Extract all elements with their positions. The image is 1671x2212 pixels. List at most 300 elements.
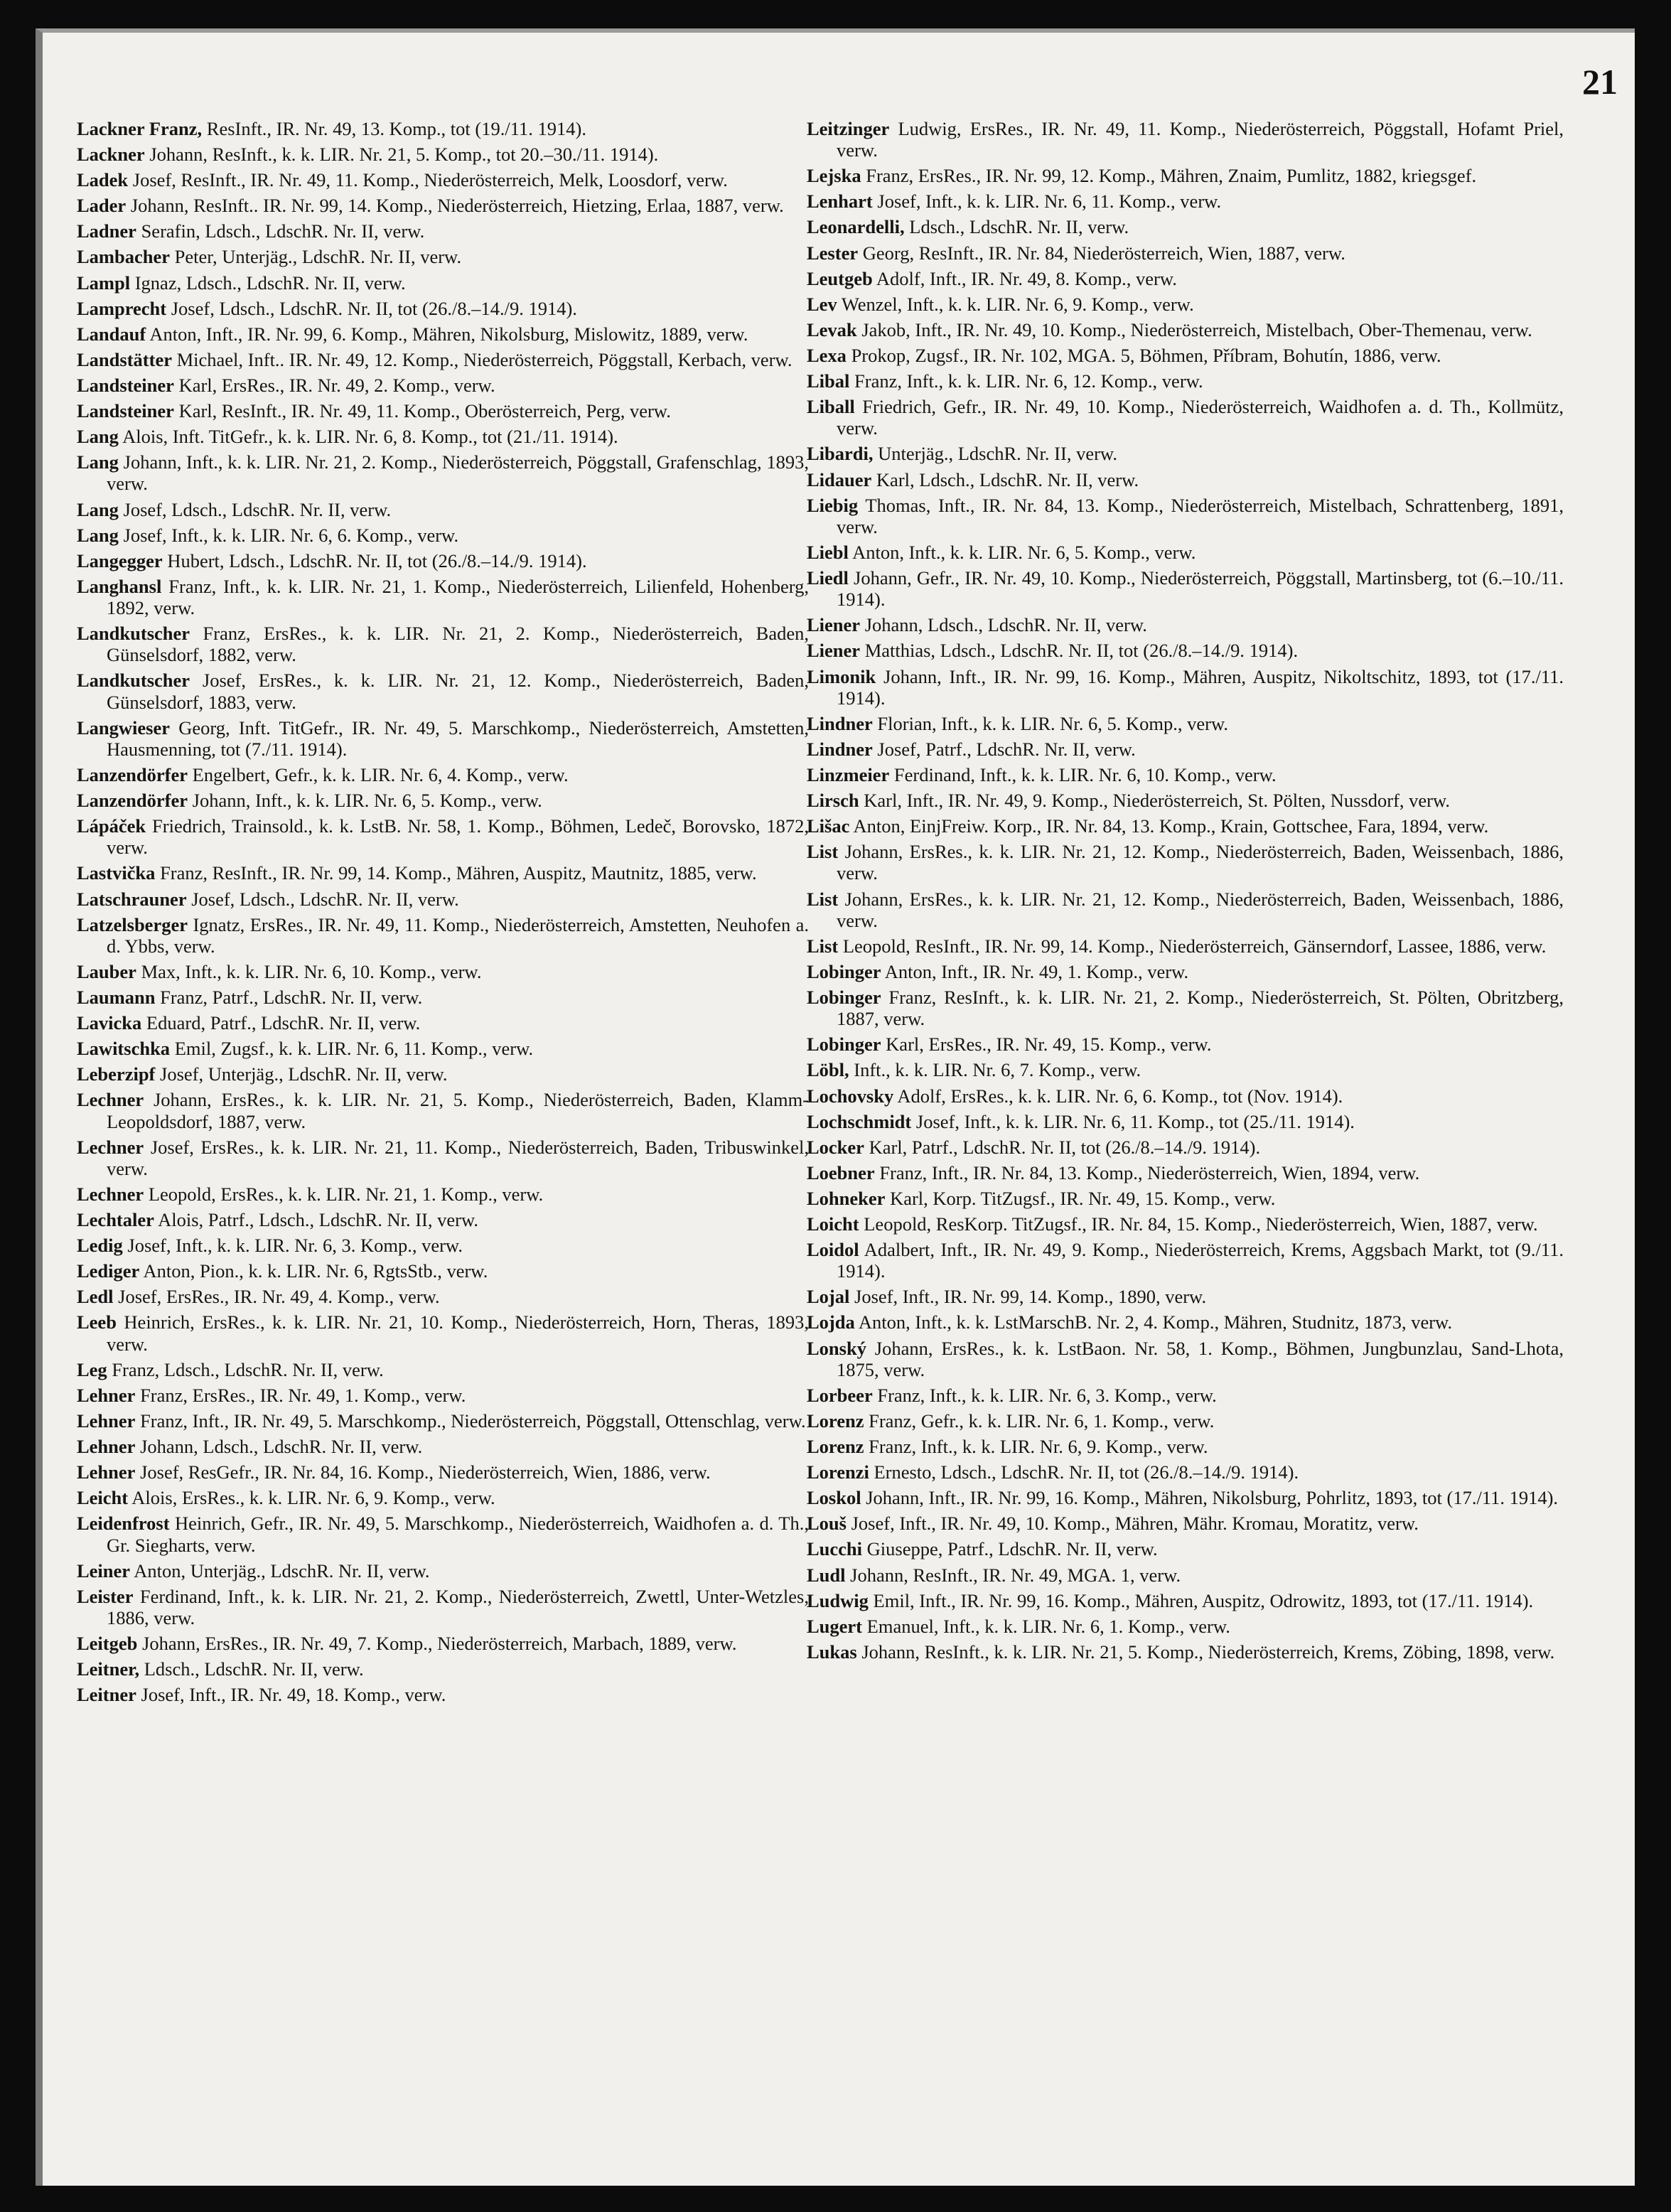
register-entry [77, 1684, 809, 1705]
register-entry [77, 670, 809, 712]
entry-details: Prokop, Zugsf., IR. Nr. 102, MGA. 5, Böhmen, Příbram, Bohutín, 1886, verw. [851, 344, 1441, 366]
entry-details: Josef, ErsRes., k. k. LIR. Nr. 21, 11. Komp., Niederösterreich, Baden, Tribuswinkel, verw. [107, 1136, 810, 1179]
entry-details: Georg, Inft. TitGefr., IR. Nr. 49, 5. Marschkomp., Niederösterreich, Amstetten, Hausmenning, tot (7./11. 1914). [107, 716, 810, 760]
register-entry [807, 1059, 1564, 1080]
entry-surname: Leonardelli, [807, 216, 905, 238]
entry-surname: Lehner [77, 1410, 136, 1432]
entry-details: Florian, Inft., k. k. LIR. Nr. 6, 5. Komp., verw. [877, 712, 1229, 734]
entry-surname: Lawitschka [77, 1038, 171, 1060]
entry-details: Ignaz, Ldsch., LdschR. Nr. II, verw. [134, 272, 406, 294]
register-entry [807, 1162, 1564, 1183]
entry-details: Johann, ErsRes., k. k. LIR. Nr. 21, 12. Komp., Niederösterreich, Baden, Weissenbach, 1886, verw. [837, 841, 1564, 884]
entry-details: Emanuel, Inft., k. k. LIR. Nr. 6, 1. Komp., verw. [866, 1615, 1230, 1637]
register-entry [807, 567, 1564, 610]
entry-surname: Lojda [807, 1311, 855, 1333]
register-entry [807, 1033, 1564, 1055]
entry-surname: Ludwig [807, 1589, 869, 1611]
register-entry [807, 1538, 1564, 1559]
entry-surname: List [807, 841, 839, 863]
register-entry [807, 268, 1564, 289]
register-entry [77, 1286, 809, 1307]
entry-surname: Lobinger [807, 960, 881, 982]
entry-surname: Lackner [77, 144, 145, 166]
register-entry [77, 914, 809, 957]
register-entry [77, 815, 809, 858]
register-entry [807, 216, 1564, 237]
entry-details: Josef, Patrf., LdschR. Nr. II, verw. [877, 738, 1136, 760]
entry-surname: Landkutscher [77, 623, 190, 645]
entry-details: Karl, ErsRes., IR. Nr. 49, 2. Komp., verw. [178, 374, 495, 396]
entry-surname: Leeb [77, 1311, 117, 1333]
entry-surname: Landsteiner [77, 374, 174, 396]
entry-details: Josef, Inft., k. k. LIR. Nr. 6, 3. Komp., verw. [127, 1235, 463, 1257]
register-entry [77, 1560, 809, 1582]
entry-details: Josef, Unterjäg., LdschR. Nr. II, verw. [160, 1063, 448, 1085]
register-entry [77, 272, 809, 294]
entry-surname: Liebig [807, 494, 859, 516]
entry-details: Johann, ResInft., k. k. LIR. Nr. 21, 5. Komp., tot 20.–30./11. 1914). [149, 144, 659, 166]
entry-details: Anton, Inft., k. k. LIR. Nr. 6, 5. Komp., verw. [852, 541, 1196, 563]
entry-surname: Latschrauner [77, 888, 187, 910]
register-entry [807, 1385, 1564, 1406]
entry-details: Anton, EinjFreiw. Korp., IR. Nr. 84, 13. Komp., Krain, Gottschee, Fara, 1894, verw. [853, 815, 1489, 837]
register-entry [807, 1487, 1564, 1508]
entry-details: Franz, Inft., IR. Nr. 84, 13. Komp., Niederösterreich, Wien, 1894, verw. [879, 1161, 1420, 1183]
entry-details: Karl, Ldsch., LdschR. Nr. II, verw. [876, 468, 1139, 490]
entry-surname: Lackner Franz, [77, 118, 203, 139]
entry-surname: Löbl, [807, 1059, 849, 1081]
entry-details: Emil, Inft., IR. Nr. 99, 16. Komp., Mähren, Auspitz, Odrowitz, 1893, tot (17./11. 1914). [873, 1589, 1534, 1611]
register-entry [77, 1633, 809, 1654]
entry-surname: Linzmeier [807, 763, 890, 785]
entry-details: Johann, Gefr., IR. Nr. 49, 10. Komp., Niederösterreich, Pöggstall, Martinsberg, tot (6.–10./11. 1914). [837, 567, 1564, 611]
entry-details: Karl, Korp. TitZugsf., IR. Nr. 49, 15. Komp., verw. [890, 1187, 1276, 1209]
entry-details: Josef, Inft., IR. Nr. 49, 10. Komp., Mähren, Mähr. Kromau, Moratitz, verw. [851, 1513, 1419, 1535]
register-entry [807, 987, 1564, 1029]
entry-details: Friedrich, Gefr., IR. Nr. 49, 10. Komp., Niederösterreich, Waidhofen a. d. Th., Kollmütz, verw. [837, 396, 1564, 439]
entry-details: Max, Inft., k. k. LIR. Nr. 6, 10. Komp., verw. [141, 960, 482, 982]
entry-surname: Lejska [807, 165, 861, 187]
entry-surname: Langegger [77, 549, 163, 571]
entry-surname: Lobinger [807, 1033, 881, 1056]
entry-details: Johann, Inft., k. k. LIR. Nr. 6, 5. Komp., verw. [192, 790, 542, 812]
entry-surname: Loskol [807, 1487, 861, 1509]
entry-details: Anton, Inft., IR. Nr. 49, 1. Komp., verw. [884, 960, 1189, 982]
register-entry [77, 1311, 809, 1354]
register-entry [807, 1311, 1564, 1333]
register-entry [77, 1183, 809, 1205]
entry-surname: Leberzipf [77, 1063, 156, 1085]
register-entry [77, 576, 809, 618]
register-entry [807, 1513, 1564, 1534]
entry-details: Peter, Unterjäg., LdschR. Nr. II, verw. [174, 246, 462, 268]
entry-details: Emil, Zugsf., k. k. LIR. Nr. 6, 11. Komp., verw. [174, 1038, 534, 1060]
entry-details: Josef, ResInft., IR. Nr. 49, 11. Komp., Niederösterreich, Melk, Loosdorf, verw. [132, 169, 728, 191]
register-entry [807, 319, 1564, 340]
register-entry [807, 961, 1564, 982]
entry-surname: Lavicka [77, 1012, 142, 1034]
entry-surname: Liball [807, 396, 855, 418]
entry-surname: Lanzendörfer [77, 790, 188, 812]
entry-surname: Lehner [77, 1436, 136, 1458]
register-entry [77, 790, 809, 811]
entry-surname: Laumann [77, 987, 156, 1009]
entry-details: Serafin, Ldsch., LdschR. Nr. II, verw. [141, 220, 425, 242]
register-entry [807, 935, 1564, 957]
register-entry [807, 713, 1564, 734]
entry-surname: Lamprecht [77, 297, 167, 319]
register-entry [77, 1038, 809, 1059]
register-entry [807, 1188, 1564, 1209]
entry-details: Leopold, ErsRes., k. k. LIR. Nr. 21, 1. Komp., verw. [148, 1183, 544, 1206]
register-entry [807, 1410, 1564, 1432]
register-entry [77, 1089, 809, 1132]
register-entry [807, 1616, 1564, 1637]
entry-details: Adolf, ErsRes., k. k. LIR. Nr. 6, 6. Komp., tot (Nov. 1914). [897, 1085, 1343, 1107]
register-entry [807, 443, 1564, 464]
entry-surname: Lauber [77, 960, 136, 982]
register-entry [807, 469, 1564, 490]
entry-surname: Lorenz [807, 1436, 864, 1458]
register-entry [77, 862, 809, 884]
entry-surname: Limonik [807, 665, 876, 687]
entry-details: Johann, ErsRes., k. k. LstBaon. Nr. 58, 1. Komp., Böhmen, Jungbunzlau, Sand-Lhota, 1875, verw. [837, 1337, 1564, 1380]
entry-surname: Lev [807, 293, 837, 315]
entry-details: Hubert, Ldsch., LdschR. Nr. II, tot (26./8.–14./9. 1914). [167, 549, 587, 571]
entry-surname: Lochovsky [807, 1085, 894, 1107]
register-entry [807, 1213, 1564, 1235]
entry-details: Josef, ResGefr., IR. Nr. 84, 16. Komp., Niederösterreich, Wien, 1886, verw. [140, 1461, 711, 1483]
document-page [36, 28, 1635, 2186]
entry-surname: Lorenz [807, 1410, 864, 1432]
register-entry [77, 1235, 809, 1256]
entry-surname: Liedl [807, 567, 849, 589]
entry-surname: Landauf [77, 323, 146, 345]
register-entry [807, 640, 1564, 661]
entry-details: Jakob, Inft., IR. Nr. 49, 10. Komp., Niederösterreich, Mistelbach, Ober-Themenau, verw. [861, 318, 1532, 340]
entry-surname: Leg [77, 1358, 107, 1380]
entry-surname: Latzelsberger [77, 913, 188, 935]
entry-surname: Lucchi [807, 1538, 863, 1560]
register-entry [77, 1209, 809, 1230]
register-entry [77, 144, 809, 165]
entry-surname: Lorenzi [807, 1461, 869, 1483]
entry-details: Josef, ErsRes., k. k. LIR. Nr. 21, 12. Komp., Niederösterreich, Baden, Günselsdorf, 1883, verw. [107, 670, 809, 713]
entry-details: Ernesto, Ldsch., LdschR. Nr. II, tot (26./8.–14./9. 1914). [874, 1461, 1299, 1483]
register-entry [77, 1487, 809, 1508]
entry-surname: Lediger [77, 1260, 140, 1282]
register-entry [807, 294, 1564, 315]
register-entry [77, 118, 809, 139]
entry-surname: Lukas [807, 1641, 857, 1663]
register-entry [807, 1085, 1564, 1107]
entry-details: Josef, Ldsch., LdschR. Nr. II, tot (26./8.–14./9. 1914). [171, 297, 577, 319]
entry-surname: Loicht [807, 1213, 859, 1235]
entry-details: Adalbert, Inft., IR. Nr. 49, 9. Komp., Niederösterreich, Krems, Aggsbach Markt, tot (9./11. 1914). [837, 1239, 1564, 1282]
register-entry [807, 739, 1564, 760]
entry-details: Engelbert, Gefr., k. k. LIR. Nr. 6, 4. Komp., verw. [192, 763, 569, 785]
entry-details: Josef, Inft., k. k. LIR. Nr. 6, 11. Komp., verw. [877, 190, 1222, 213]
entry-details: Adolf, Inft., IR. Nr. 49, 8. Komp., verw. [876, 267, 1177, 289]
entry-surname: Lorbeer [807, 1384, 873, 1406]
entry-surname: Loidol [807, 1239, 859, 1261]
entry-details: Franz, Inft., k. k. LIR. Nr. 6, 9. Komp., verw. [869, 1436, 1208, 1458]
entry-details: Anton, Pion., k. k. LIR. Nr. 6, RgtsStb., verw. [143, 1260, 488, 1282]
right-column [807, 118, 1564, 1667]
register-entry [807, 165, 1564, 186]
entry-surname: Liebl [807, 541, 849, 563]
register-entry [77, 323, 809, 345]
entry-surname: Lechner [77, 1089, 144, 1111]
entry-details: Wenzel, Inft., k. k. LIR. Nr. 6, 9. Komp., verw. [841, 293, 1194, 315]
entry-details: Giuseppe, Patrf., LdschR. Nr. II, verw. [866, 1538, 1158, 1560]
entry-details: Johann, Inft., IR. Nr. 99, 16. Komp., Mähren, Auspitz, Nikoltschitz, 1893, tot (17./11. 1914). [837, 665, 1564, 709]
entry-details: Franz, ResInft., k. k. LIR. Nr. 21, 2. Komp., Niederösterreich, St. Pölten, Obritzberg, 1887, verw. [837, 987, 1564, 1030]
entry-surname: Lechner [77, 1136, 144, 1158]
entry-details: Georg, ResInft., IR. Nr. 84, Niederösterreich, Wien, 1887, verw. [862, 242, 1345, 264]
register-entry [77, 987, 809, 1008]
entry-details: Karl, Inft., IR. Nr. 49, 9. Komp., Niederösterreich, St. Pölten, Nussdorf, verw. [864, 790, 1451, 812]
entry-surname: Lanzendörfer [77, 763, 188, 785]
register-entry [77, 961, 809, 982]
entry-details: Friedrich, Trainsold., k. k. LstB. Nr. 58, 1. Komp., Böhmen, Ledeč, Borovsko, 1872, verw. [107, 815, 810, 859]
entry-surname: Lojal [807, 1286, 850, 1308]
register-entry [77, 1012, 809, 1033]
entry-details: Thomas, Inft., IR. Nr. 84, 13. Komp., Niederösterreich, Mistelbach, Schrattenberg, 1891, verw. [837, 494, 1564, 537]
entry-surname: Lexa [807, 344, 847, 366]
entry-details: Josef, Inft., IR. Nr. 49, 18. Komp., verw. [141, 1684, 446, 1706]
left-column [77, 118, 809, 1709]
entry-surname: Lirsch [807, 790, 859, 812]
entry-details: Anton, Unterjäg., LdschR. Nr. II, verw. [134, 1559, 430, 1582]
register-entry [77, 1410, 809, 1432]
entry-surname: Lechtaler [77, 1209, 154, 1231]
entry-details: Leopold, ResInft., IR. Nr. 99, 14. Komp., Niederösterreich, Gänserndorf, Lassee, 1886, verw. [842, 935, 1547, 957]
entry-surname: Ladner [77, 220, 136, 242]
register-entry [807, 790, 1564, 811]
entry-details: Johann, ResInft., IR. Nr. 49, MGA. 1, verw. [850, 1564, 1181, 1586]
register-entry [77, 764, 809, 785]
entry-details: Anton, Inft., k. k. LstMarschB. Nr. 2, 4. Komp., Mähren, Studnitz, 1873, verw. [858, 1311, 1453, 1333]
entry-details: Michael, Inft.. IR. Nr. 49, 12. Komp., Niederösterreich, Pöggstall, Kerbach, verw. [176, 348, 792, 370]
entry-details: Franz, Patrf., LdschR. Nr. II, verw. [160, 987, 423, 1009]
entry-surname: Langwieser [77, 716, 171, 739]
entry-details: Josef, Inft., k. k. LIR. Nr. 6, 11. Komp., tot (25./11. 1914). [915, 1110, 1355, 1132]
entry-surname: Lehner [77, 1384, 136, 1406]
entry-surname: Ludl [807, 1564, 846, 1586]
entry-details: Johann, ErsRes., IR. Nr. 49, 7. Komp., Niederösterreich, Marbach, 1889, verw. [142, 1633, 737, 1655]
entry-details: Leopold, ResKorp. TitZugsf., IR. Nr. 84, 15. Komp., Niederösterreich, Wien, 1887, verw. [864, 1213, 1538, 1235]
entry-surname: Lastvička [77, 862, 156, 884]
register-entry [807, 1111, 1564, 1132]
register-entry [77, 717, 809, 760]
register-entry [807, 1564, 1564, 1586]
entry-surname: Lochschmidt [807, 1110, 912, 1132]
entry-details: Johann, ErsRes., k. k. LIR. Nr. 21, 5. Komp., Niederösterreich, Baden, Klamm-Leopoldsdorf, 1887, verw. [107, 1089, 810, 1132]
register-entry [807, 242, 1564, 264]
entry-details: Ldsch., LdschR. Nr. II, verw. [909, 216, 1129, 238]
register-entry [807, 1641, 1564, 1663]
entry-surname: Leitzinger [807, 118, 890, 139]
entry-surname: Libal [807, 370, 850, 392]
register-entry [807, 118, 1564, 161]
entry-surname: Lonský [807, 1337, 866, 1359]
entry-details: Johann, Ldsch., LdschR. Nr. II, verw. [864, 614, 1147, 636]
entry-details: Johann, Inft., k. k. LIR. Nr. 21, 2. Komp., Niederösterreich, Pöggstall, Grafenschlag, 1893, verw. [107, 451, 810, 495]
entry-surname: Leicht [77, 1487, 129, 1509]
entry-surname: Lampl [77, 272, 131, 294]
entry-details: Franz, Inft., k. k. LIR. Nr. 6, 12. Komp., verw. [854, 370, 1203, 392]
register-entry [807, 1286, 1564, 1307]
register-entry [807, 370, 1564, 392]
entry-surname: Lugert [807, 1615, 863, 1637]
entry-details: Alois, ErsRes., k. k. LIR. Nr. 6, 9. Komp., verw. [131, 1487, 495, 1509]
register-entry [77, 1461, 809, 1483]
entry-surname: Lang [77, 451, 119, 473]
entry-surname: List [807, 888, 839, 910]
entry-details: Johann, ResInft.. IR. Nr. 99, 14. Komp., Niederösterreich, Hietzing, Erlaa, 1887, verw. [130, 195, 784, 217]
register-entry [77, 246, 809, 267]
entry-details: Franz, Inft., k. k. LIR. Nr. 6, 3. Komp., verw. [877, 1384, 1217, 1406]
entry-details: Heinrich, Gefr., IR. Nr. 49, 5. Marschkomp., Niederösterreich, Waidhofen a. d. Th., Gr. Siegharts, verw. [107, 1513, 809, 1556]
entry-surname: Lidauer [807, 468, 872, 490]
entry-surname: Landstätter [77, 348, 172, 370]
entry-details: Karl, Patrf., LdschR. Nr. II, tot (26./8.–14./9. 1914). [869, 1136, 1261, 1158]
entry-surname: Libardi, [807, 443, 874, 465]
entry-surname: Lápáček [77, 815, 146, 837]
register-entry [77, 220, 809, 242]
entry-details: Heinrich, ErsRes., k. k. LIR. Nr. 21, 10. Komp., Niederösterreich, Horn, Theras, 1893, verw. [107, 1311, 809, 1355]
entry-details: Alois, Patrf., Ldsch., LdschR. Nr. II, verw. [158, 1209, 478, 1231]
entry-details: Franz, Gefr., k. k. LIR. Nr. 6, 1. Komp., verw. [869, 1410, 1215, 1432]
entry-surname: Liener [807, 640, 861, 662]
entry-surname: List [807, 935, 839, 957]
register-entry [807, 396, 1564, 439]
register-entry [77, 375, 809, 396]
register-entry [77, 1260, 809, 1282]
register-entry [77, 451, 809, 494]
entry-surname: Lester [807, 242, 859, 264]
register-entry [807, 1590, 1564, 1611]
register-entry [807, 1436, 1564, 1457]
entry-surname: Lenhart [807, 190, 873, 213]
register-entry [807, 542, 1564, 563]
entry-details: Unterjäg., LdschR. Nr. II, verw. [878, 443, 1117, 465]
entry-details: Ludwig, ErsRes., IR. Nr. 49, 11. Komp., Niederösterreich, Pöggstall, Hofamt Priel, verw. [837, 118, 1564, 161]
register-entry [77, 349, 809, 370]
entry-details: Franz, ErsRes., k. k. LIR. Nr. 21, 2. Komp., Niederösterreich, Baden, Günselsdorf, 1882, verw. [107, 623, 809, 666]
page-number: 21 [1582, 62, 1618, 102]
entry-details: Matthias, Ldsch., LdschR. Nr. II, tot (26./8.–14./9. 1914). [864, 640, 1299, 662]
entry-surname: Loebner [807, 1161, 875, 1183]
entry-details: Ferdinand, Inft., k. k. LIR. Nr. 21, 2. Komp., Niederösterreich, Zwettl, Unter-Wetzles, 1886, verw. [107, 1585, 809, 1628]
entry-details: Ldsch., LdschR. Nr. II, verw. [144, 1658, 364, 1680]
register-entry [77, 550, 809, 571]
entry-surname: Leitner [77, 1684, 136, 1706]
entry-details: Johann, ErsRes., k. k. LIR. Nr. 21, 12. Komp., Niederösterreich, Baden, Weissenbach, 1886, verw. [837, 888, 1564, 931]
entry-surname: Leidenfrost [77, 1513, 170, 1535]
entry-details: Ferdinand, Inft., k. k. LIR. Nr. 6, 10. Komp., verw. [893, 763, 1277, 785]
register-entry [77, 1436, 809, 1457]
register-entry [807, 345, 1564, 366]
entry-surname: Ledl [77, 1286, 114, 1308]
register-entry [77, 298, 809, 319]
entry-surname: Lader [77, 195, 127, 217]
entry-surname: Lišac [807, 815, 850, 837]
register-entry [807, 1338, 1564, 1380]
register-entry [807, 888, 1564, 931]
entry-details: Josef, Ldsch., LdschR. Nr. II, verw. [191, 888, 459, 910]
entry-details: Josef, ErsRes., IR. Nr. 49, 4. Komp., verw. [118, 1286, 440, 1308]
register-entry [77, 195, 809, 216]
entry-surname: Lindner [807, 738, 873, 760]
register-entry [77, 499, 809, 520]
entry-details: Franz, Inft., k. k. LIR. Nr. 21, 1. Komp., Niederösterreich, Lilienfeld, Hohenberg, 1892, verw. [107, 575, 810, 618]
entry-surname: Lang [77, 524, 119, 546]
entry-surname: Leitner, [77, 1658, 140, 1680]
entry-details: Franz, ResInft., IR. Nr. 99, 14. Komp., Mähren, Auspitz, Mautnitz, 1885, verw. [160, 862, 757, 884]
entry-surname: Lobinger [807, 987, 881, 1009]
entry-surname: Langhansl [77, 575, 162, 597]
entry-surname: Leutgeb [807, 267, 873, 289]
register-entry [77, 1658, 809, 1680]
entry-surname: Lang [77, 426, 119, 448]
register-entry [807, 666, 1564, 709]
entry-details: Johann, Inft., IR. Nr. 99, 16. Komp., Mähren, Nikolsburg, Pohrlitz, 1893, tot (17./11. 1914). [866, 1487, 1559, 1509]
register-entry [77, 1513, 809, 1555]
register-entry [807, 1137, 1564, 1158]
entry-details: ResInft., IR. Nr. 49, 13. Komp., tot (19./11. 1914). [206, 118, 586, 139]
register-entry [77, 426, 809, 447]
entry-details: Franz, Ldsch., LdschR. Nr. II, verw. [112, 1358, 384, 1380]
entry-surname: Leiner [77, 1559, 131, 1582]
entry-details: Johann, ResInft., k. k. LIR. Nr. 21, 5. Komp., Niederösterreich, Krems, Zöbing, 1898, verw. [861, 1641, 1555, 1663]
entry-details: Inft., k. k. LIR. Nr. 6, 7. Komp., verw. [854, 1059, 1141, 1081]
entry-surname: Lechner [77, 1183, 144, 1206]
entry-details: Franz, ErsRes., IR. Nr. 49, 1. Komp., verw. [140, 1384, 466, 1406]
entry-surname: Locker [807, 1136, 864, 1158]
entry-surname: Landkutscher [77, 670, 190, 692]
entry-surname: Lohneker [807, 1187, 886, 1209]
register-entry [77, 1063, 809, 1085]
entry-surname: Ledig [77, 1235, 123, 1257]
entry-details: Franz, Inft., IR. Nr. 49, 5. Marschkomp., Niederösterreich, Pöggstall, Ottenschlag, verw. [140, 1410, 806, 1432]
entry-surname: Lehner [77, 1461, 136, 1483]
entry-details: Karl, ErsRes., IR. Nr. 49, 15. Komp., verw. [886, 1033, 1212, 1056]
register-entry [807, 1461, 1564, 1483]
register-entry [77, 1385, 809, 1406]
entry-details: Franz, ErsRes., IR. Nr. 99, 12. Komp., Mähren, Znaim, Pumlitz, 1882, kriegsgef. [866, 165, 1477, 187]
register-entry [807, 815, 1564, 837]
entry-details: Karl, ResInft., IR. Nr. 49, 11. Komp., Oberösterreich, Perg, verw. [178, 400, 671, 422]
register-entry [807, 1239, 1564, 1282]
register-entry [77, 400, 809, 422]
entry-surname: Lang [77, 498, 119, 520]
register-entry [807, 614, 1564, 635]
register-entry [77, 888, 809, 910]
entry-surname: Lindner [807, 712, 873, 734]
register-entry [807, 190, 1564, 212]
entry-details: Johann, Ldsch., LdschR. Nr. II, verw. [140, 1436, 423, 1458]
register-entry [807, 841, 1564, 884]
entry-details: Ignatz, ErsRes., IR. Nr. 49, 11. Komp., Niederösterreich, Amstetten, Neuhofen a. d. Ybbs, verw. [107, 913, 810, 957]
entry-details: Anton, Inft., IR. Nr. 99, 6. Komp., Mähren, Nikolsburg, Mislowitz, 1889, verw. [149, 323, 748, 345]
entry-details: Alois, Inft. TitGefr., k. k. LIR. Nr. 6, 8. Komp., tot (21./11. 1914). [122, 426, 618, 448]
register-entry [807, 764, 1564, 785]
entry-details: Josef, Inft., IR. Nr. 99, 14. Komp., 1890, verw. [854, 1286, 1207, 1308]
entry-surname: Louš [807, 1513, 847, 1535]
entry-surname: Liener [807, 614, 861, 636]
